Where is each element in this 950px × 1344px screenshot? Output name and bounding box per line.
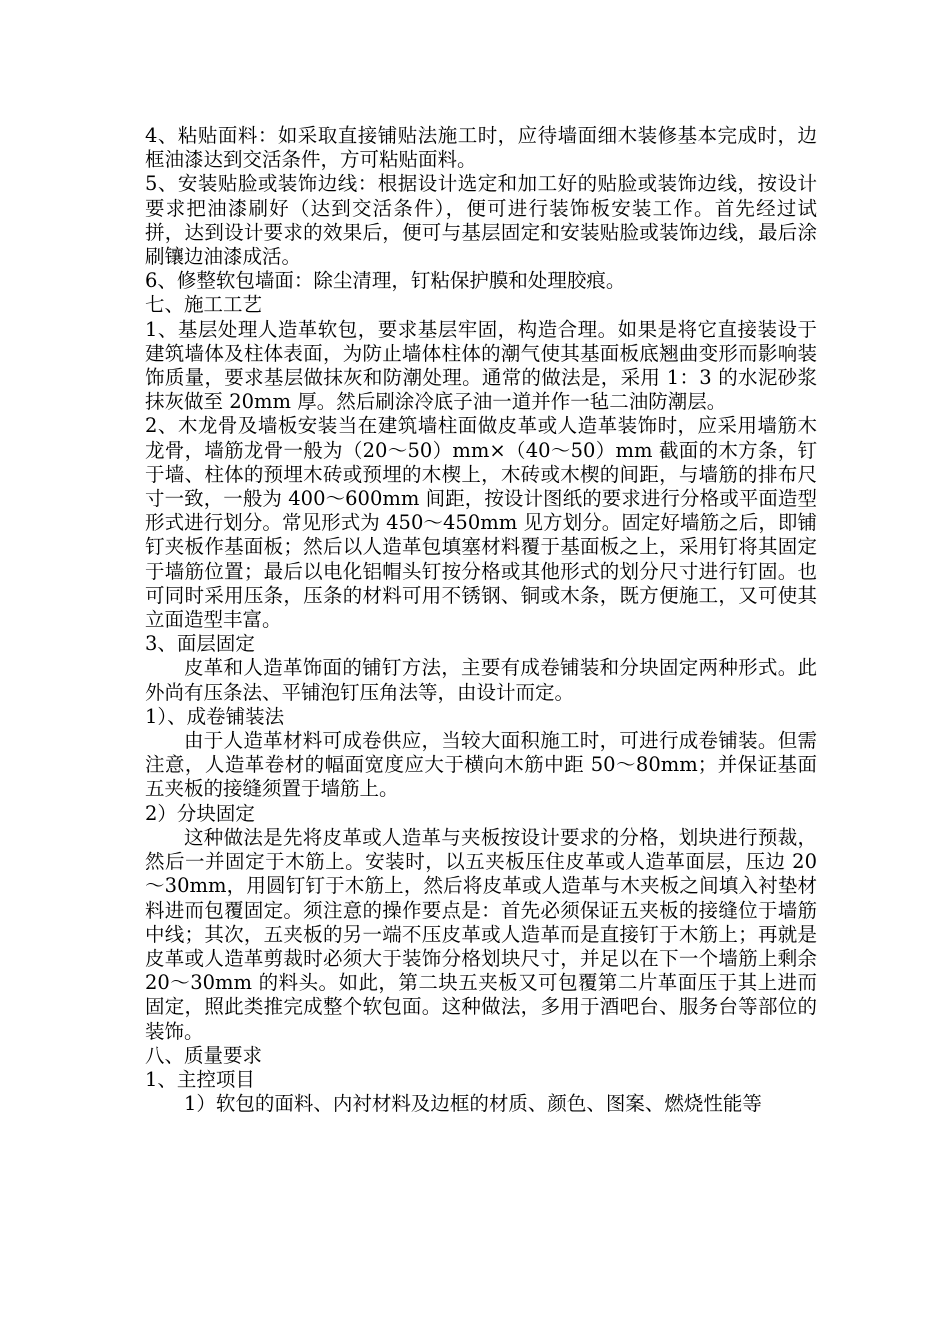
section-heading-construction-process: 七、施工工艺 <box>145 293 263 317</box>
paragraph-fixing-methods: 皮革和人造革饰面的铺钉方法，主要有成卷铺装和分块固定两种形式。此外尚有压条法、平铺泡钉压角法等，由设计而定。 <box>145 656 817 704</box>
subheading-roll-laying: 1）、成卷铺装法 <box>145 704 285 728</box>
paragraph-materials-requirement: 1）软包的面料、内衬材料及边框的材质、颜色、图案、燃烧性能等 <box>184 1092 762 1116</box>
paragraph-step-6-finish-surface: 6、修整软包墙面：除尘清理，钉粘保护膜和处理胶痕。 <box>145 269 626 293</box>
subheading-block-fixing: 2）分块固定 <box>145 801 255 825</box>
paragraph-wood-keel-installation: 2、木龙骨及墙板安装当在建筑墙柱面做皮革或人造革装饰时，应采用墙筋木龙骨，墙筋龙骨一般为（20～50）mm×（40～50）mm 截面的木方条，钉于墙、柱体的预埋木砖或预埋的木楔上，木砖或木楔的间距，与墙筋的排布尺寸一致，一般为 400～600mm 间距，按设计图纸的要求进行分格或平面造型形式进行划分。常见形式为 450～450mm 见方划分。固定好墙筋之后，即铺钉夹板作基面板；然后以人造革包填塞材料覆于基面板之上，采用钉将其固定于墙筋位置；最后以电化铝帽头钉按分格或其他形式的划分尺寸进行钉固。也可同时采用压条，压条的材料可用不锈钢、铜或木条，既方便施工，又可使其立面造型丰富。 <box>145 414 817 632</box>
subheading-main-control-items: 1、主控项目 <box>145 1067 255 1091</box>
paragraph-block-fixing: 这种做法是先将皮革或人造革与夹板按设计要求的分格，划块进行预裁，然后一并固定于木筋上。安装时，以五夹板压住皮革或人造革面层，压边 20～30mm，用圆钉钉于木筋上，然后将皮革或人造革与木夹板之间填入衬垫材料进而包覆固定。须注意的操作要点是：首先必须保证五夹板的接缝位于墙筋中线；其次，五夹板的另一端不压皮革或人造革而是直接钉于木筋上；再就是皮革或人造革剪裁时必须大于装饰分格划块尺寸，并足以在下一个墙筋上剩余 20～30mm 的料头。如此，第二块五夹板又可包覆第二片革面压于其上进而固定，照此类推完成整个软包面。这种做法，多用于酒吧台、服务台等部位的装饰。 <box>145 825 817 1043</box>
paragraph-base-treatment: 1、基层处理人造革软包，要求基层牢固，构造合理。如果是将它直接装设于建筑墙体及柱体表面，为防止墙体柱体的潮气使其基面板底翘曲变形而影响装饰质量，要求基层做抹灰和防潮处理。通常的做法是，采用 1：3 的水泥砂浆抹灰做至 20mm 厚。然后刷涂冷底子油一道并作一毡二油防潮层。 <box>145 317 817 414</box>
paragraph-roll-laying: 由于人造革材料可成卷供应，当较大面积施工时，可进行成卷铺装。但需注意，人造革卷材的幅面宽度应大于横向木筋中距 50～80mm；并保证基面五夹板的接缝须置于墙筋上。 <box>145 729 817 801</box>
subheading-surface-fixing: 3、面层固定 <box>145 632 255 656</box>
section-heading-quality-requirements: 八、质量要求 <box>145 1043 263 1067</box>
paragraph-step-5-install-trim: 5、安装贴脸或装饰边线：根据设计选定和加工好的贴脸或装饰边线，按设计要求把油漆刷好（达到交活条件），便可进行装饰板安装工作。首先经过试拼，达到设计要求的效果后，便可与基层固定和安装贴脸或装饰边线，最后涂刷镶边油漆成活。 <box>145 172 817 269</box>
document-body <box>145 124 817 1116</box>
paragraph-step-4-paste-fabric: 4、粘贴面料：如采取直接铺贴法施工时，应待墙面细木装修基本完成时，边框油漆达到交活条件，方可粘贴面料。 <box>145 124 817 172</box>
